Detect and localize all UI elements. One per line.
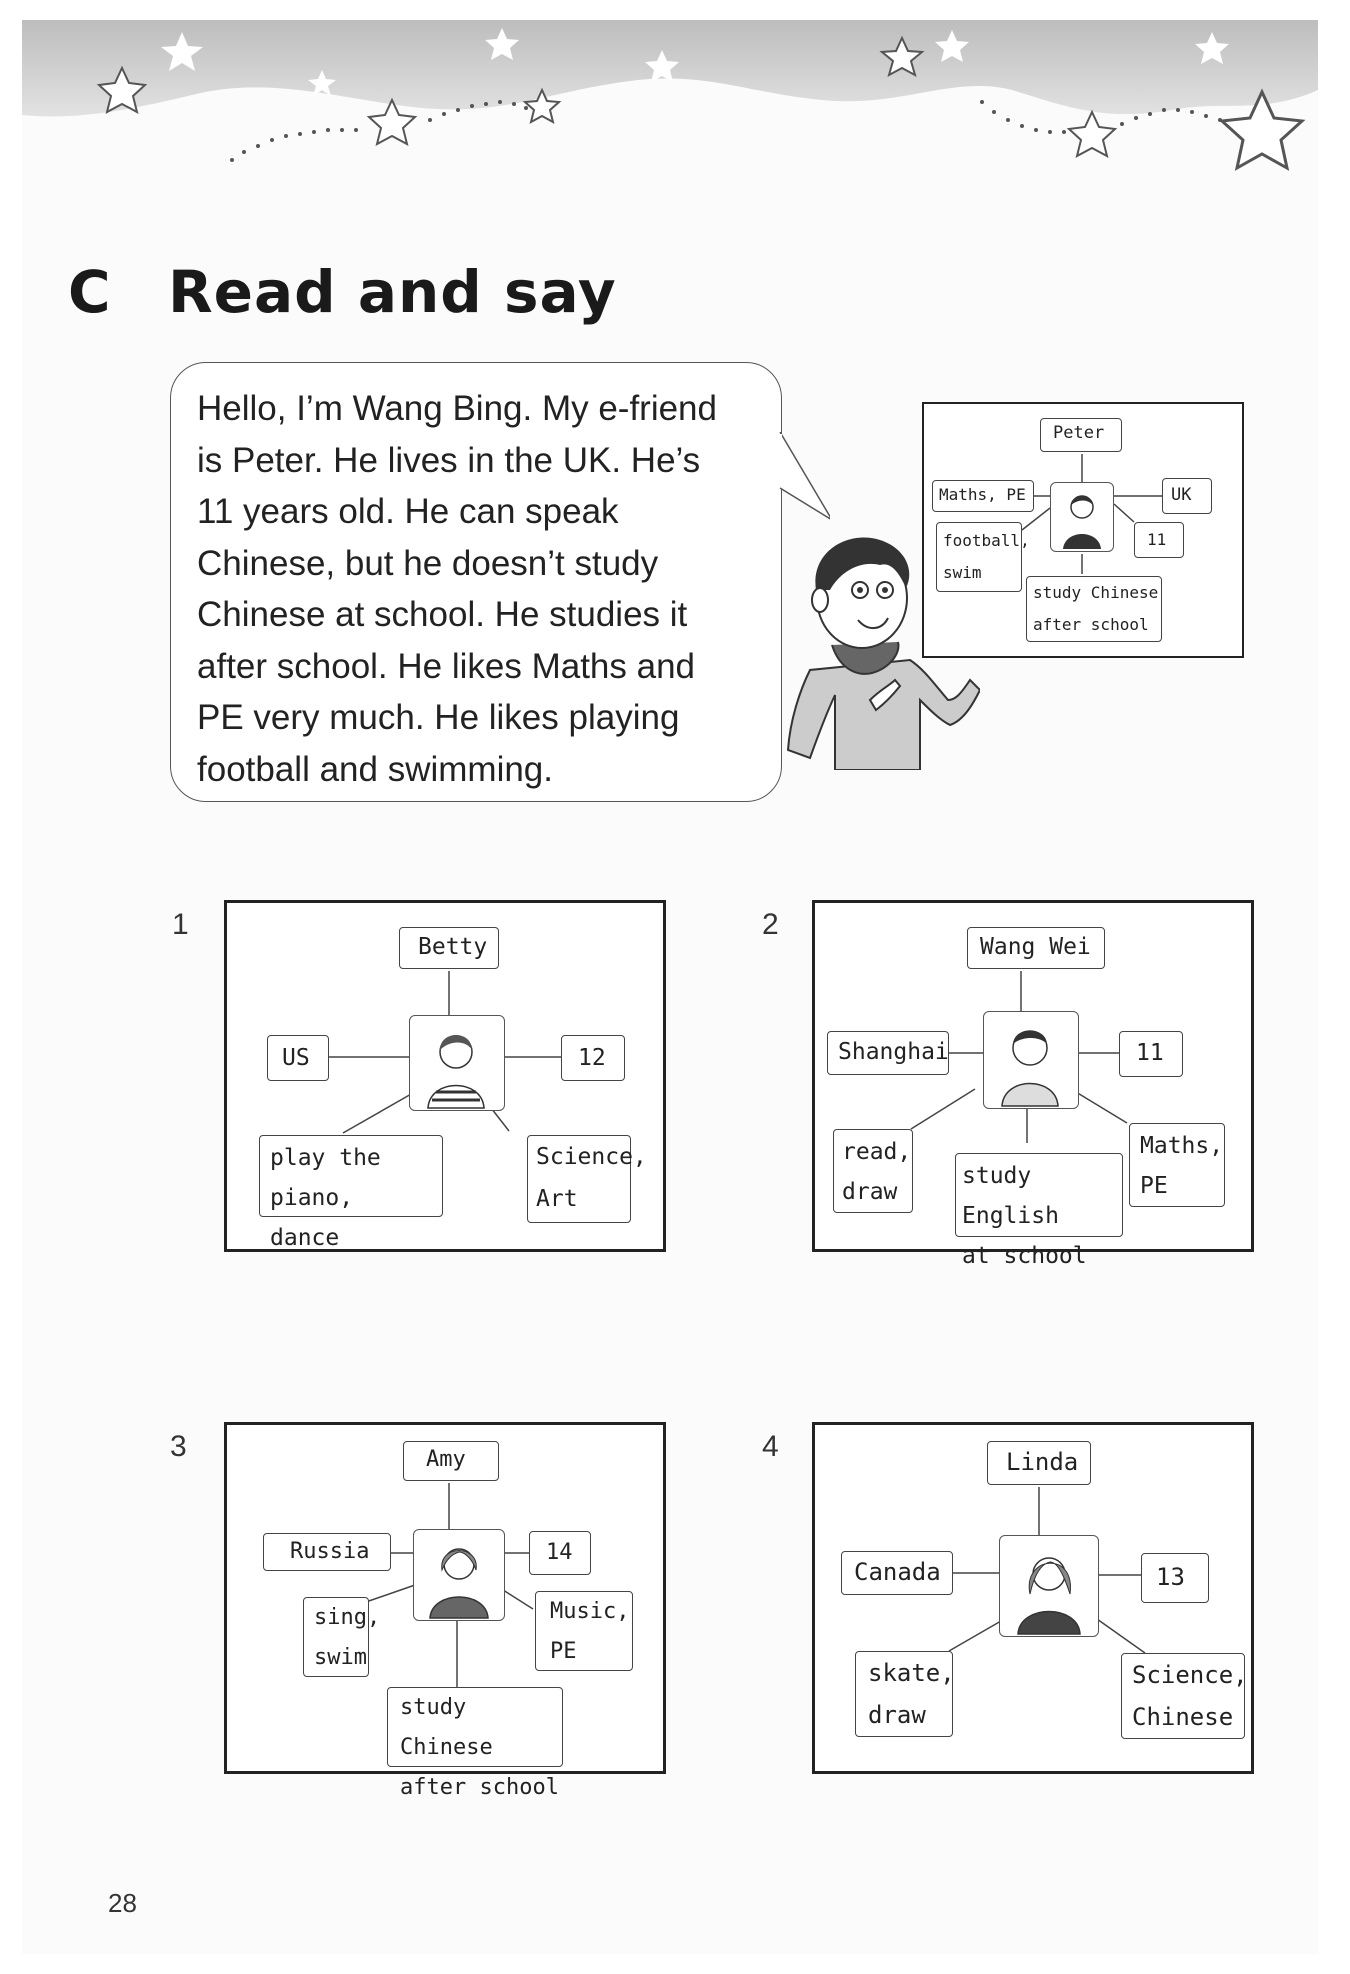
star-banner-decoration [22,20,1318,200]
subjects-tag: Maths, PE [932,480,1034,512]
profile-card [224,1422,666,1800]
hobbies-tag: football, swim [936,522,1022,592]
speech-line: Chinese, but he doesn’t study [197,543,659,583]
speech-line: Hello, I’m Wang Bing. My e-friend [197,389,717,428]
page-number: 28 [108,1888,137,1918]
hobbies-tag: play the piano, dance [259,1135,443,1217]
name-tag: Wang Wei [967,927,1105,969]
country-tag: US [267,1035,329,1081]
extra-tag: study English at school [955,1153,1123,1237]
country-tag: UK [1162,478,1212,514]
speech-bubble [170,362,782,802]
age-tag: 12 [561,1035,625,1081]
linda-portrait [999,1535,1099,1637]
profile-card [812,900,1254,1269]
speech-line: football and swimming. [197,749,553,789]
exercise-number: 3 [170,1430,187,1463]
peter-portrait [1050,482,1114,552]
age-tag: 11 [1134,522,1184,558]
amy-portrait [413,1529,505,1621]
speech-bubble-tail [770,432,830,532]
extra-tag: study Chinese after school [387,1687,563,1767]
section-letter: C [68,258,112,326]
subjects-tag: Music, PE [535,1591,633,1671]
age-tag: 13 [1141,1553,1209,1603]
subjects-tag: Science, Art [527,1135,631,1223]
age-tag: 11 [1119,1031,1183,1077]
country-tag: Canada [841,1551,953,1595]
subjects-tag: Science, Chinese [1121,1653,1245,1739]
name-tag: Amy [403,1441,499,1481]
name-tag: Linda [987,1441,1091,1485]
speech-line: PE very much. He likes playing [197,698,680,737]
hobbies-tag: skate, draw [855,1651,953,1737]
hobbies-tag: read, draw [833,1129,913,1213]
profile-card [224,900,666,1252]
speech-line: Chinese at school. He studies it [197,595,688,634]
hobbies-tag: sing, swim [303,1597,369,1677]
example-profile-card [922,402,1244,658]
exercise-number: 4 [762,1430,779,1463]
exercise-number: 2 [762,908,779,941]
age-tag: 14 [529,1531,591,1575]
profile-card [812,1422,1254,1774]
subjects-tag: Maths, PE [1129,1123,1225,1207]
speech-line: after school. He likes Maths and [197,646,696,686]
country-tag: Shanghai [827,1031,949,1075]
section-title: Read and say [168,258,617,326]
name-tag: Peter [1040,418,1122,452]
speech-line: is Peter. He lives in the UK. He’s [197,440,701,480]
exercise-number: 1 [172,908,189,941]
wang-wei-portrait [983,1011,1079,1109]
extra-tag: study Chinese after school [1026,576,1162,642]
speech-line: 11 years old. He can speak [197,492,619,531]
country-tag: Russia [263,1533,391,1571]
betty-portrait [409,1015,505,1111]
section-heading [68,258,617,326]
name-tag: Betty [399,927,499,969]
